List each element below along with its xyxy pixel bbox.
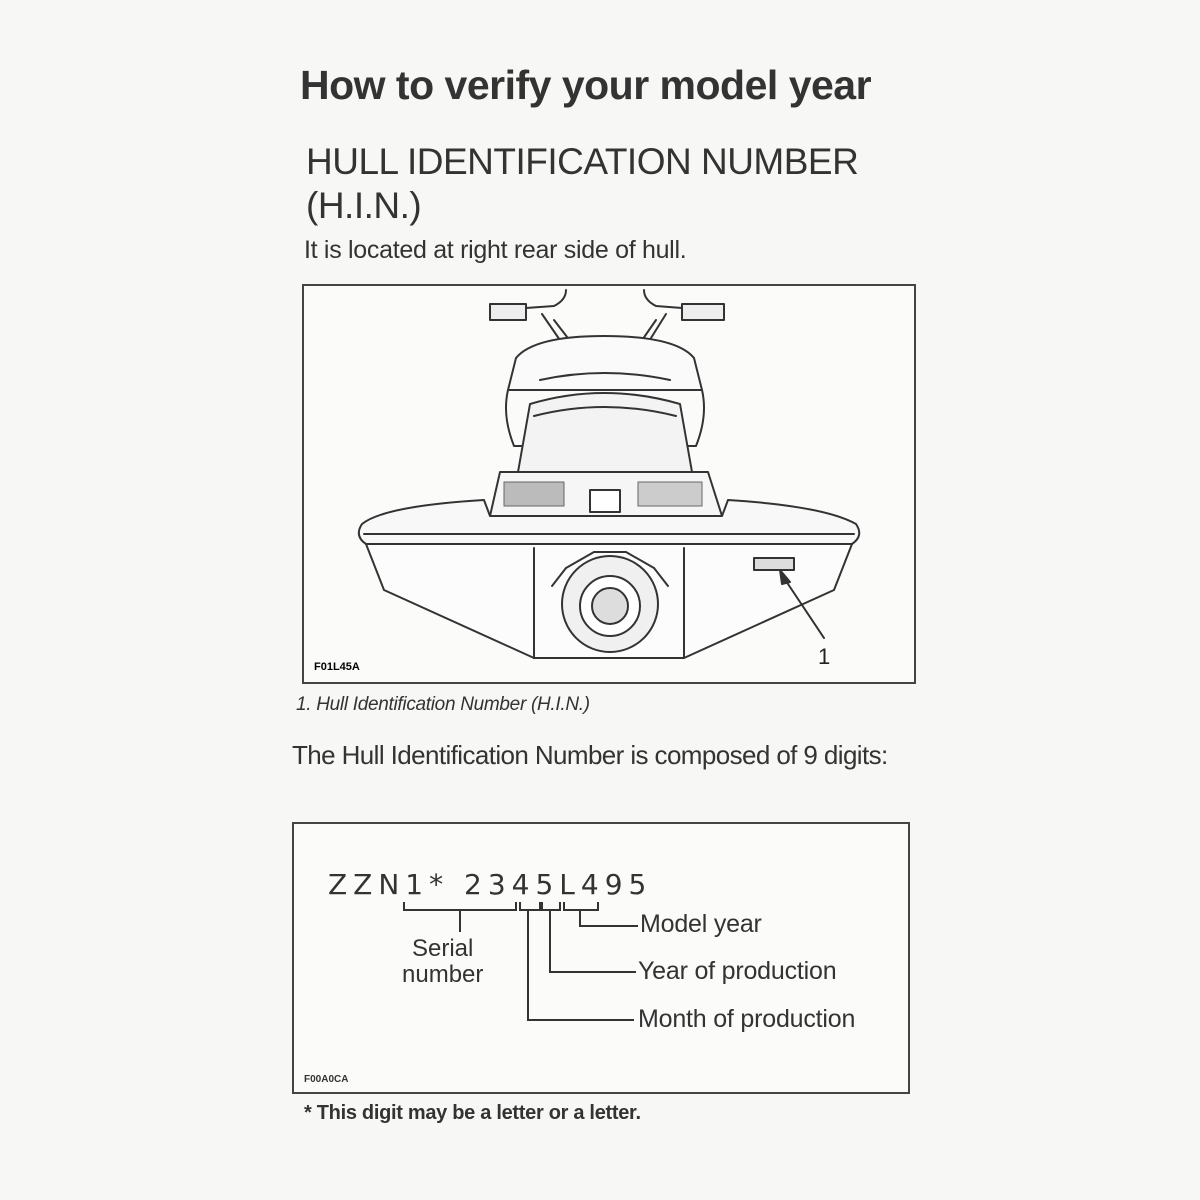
serial-label-line2: number <box>402 961 484 988</box>
hin-heading-line1: HULL IDENTIFICATION NUMBER <box>306 141 859 182</box>
hin-heading <box>306 140 858 228</box>
location-text: It is located at right rear side of hull. <box>304 236 687 264</box>
year-of-production-label: Year of production <box>638 957 837 985</box>
footnote: * This digit may be a letter or a letter. <box>304 1102 641 1124</box>
serial-label-line1: Serial <box>412 935 474 962</box>
hin-composition-text: The Hull Identification Number is composed of 9 digits: <box>292 740 888 770</box>
hin-breakdown-figure <box>292 822 910 1094</box>
hin-heading-line2: (H.I.N.) <box>306 185 422 226</box>
figure1-code: F01L45A <box>314 661 360 673</box>
watercraft-figure <box>302 284 916 684</box>
page-title: How to verify your model year <box>300 62 872 108</box>
callout-number: 1 <box>818 644 831 669</box>
hin-example: ZZN1* 2345L495 <box>328 868 653 901</box>
figure2-code: F00A0CA <box>304 1074 349 1085</box>
month-of-production-label: Month of production <box>638 1005 856 1033</box>
watercraft-illustration <box>304 286 914 682</box>
figure1-caption: 1. Hull Identification Number (H.I.N.) <box>296 694 590 715</box>
serial-number-label <box>402 936 483 988</box>
model-year-label: Model year <box>640 910 762 938</box>
